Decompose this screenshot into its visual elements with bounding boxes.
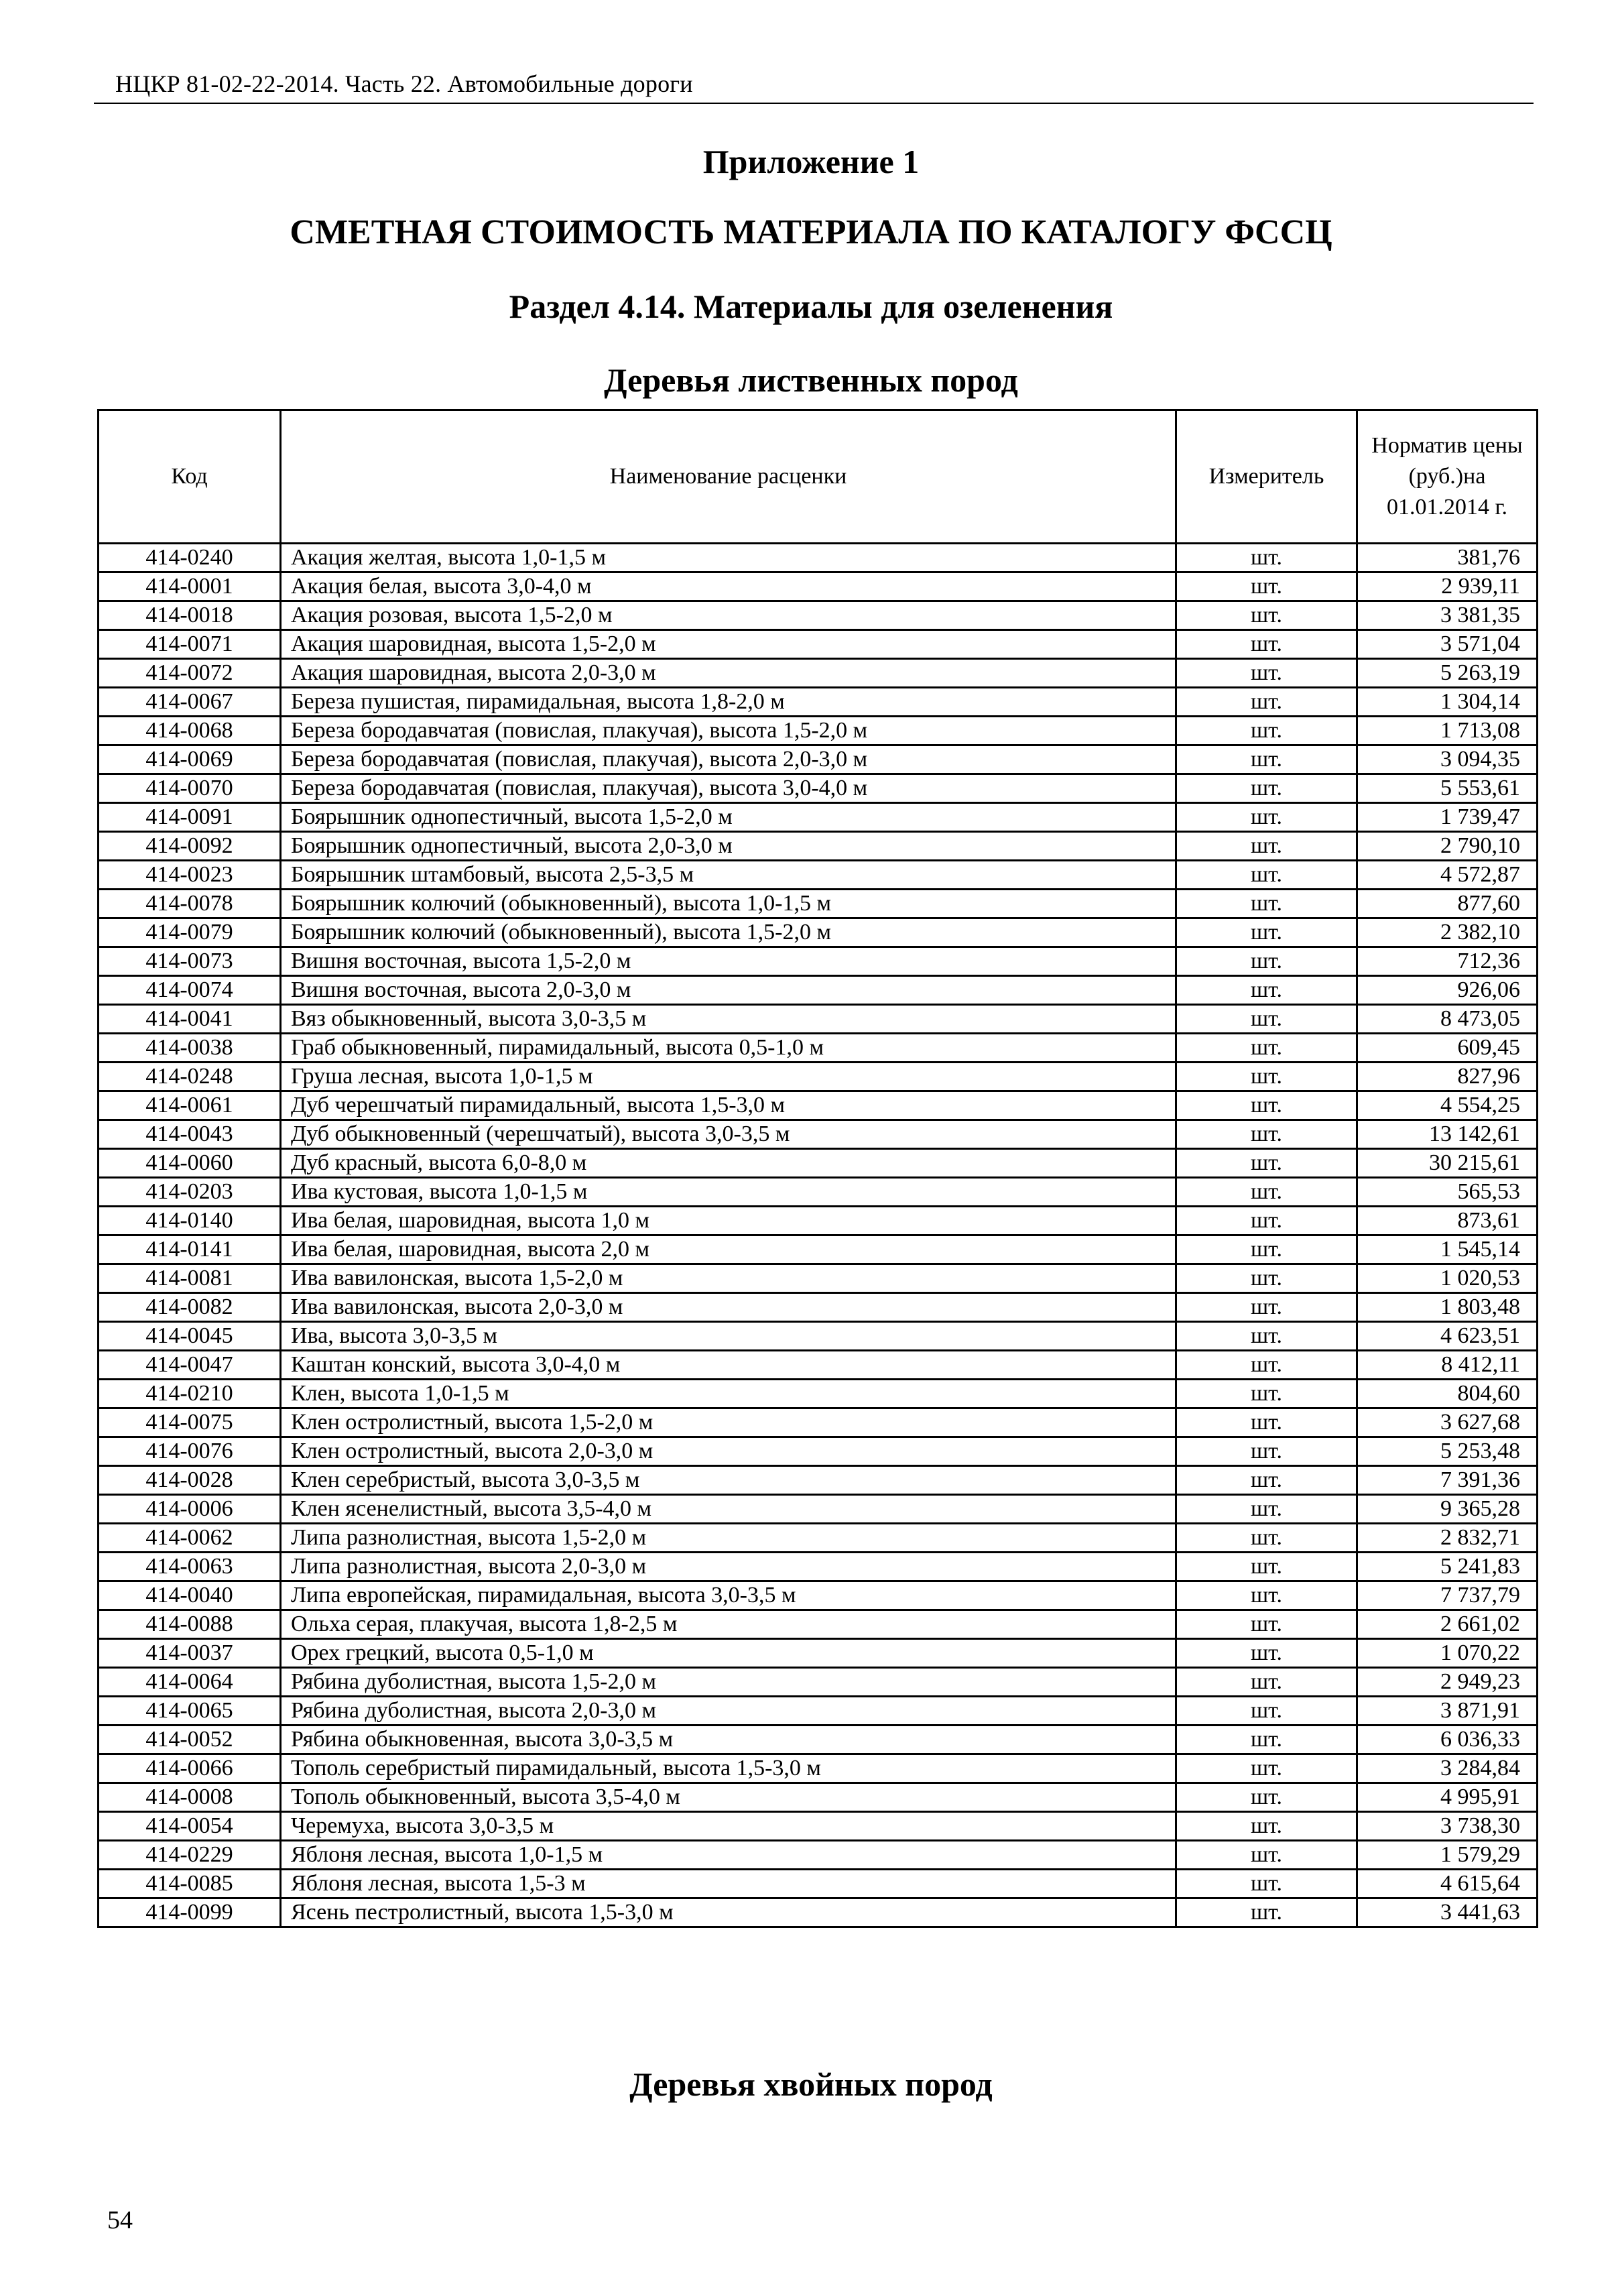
cell-unit: шт. — [1176, 1178, 1357, 1207]
cell-code: 414-0062 — [99, 1524, 281, 1553]
cell-unit: шт. — [1176, 1437, 1357, 1466]
cell-price: 2 790,10 — [1357, 832, 1538, 861]
table-row — [99, 572, 1538, 601]
table-row — [99, 918, 1538, 947]
table-row — [99, 1120, 1538, 1149]
cell-unit: шт. — [1176, 1380, 1357, 1408]
cell-unit: шт. — [1176, 1063, 1357, 1091]
cell-price: 1 579,29 — [1357, 1841, 1538, 1870]
cell-name: Ива кустовая, высота 1,0-1,5 м — [281, 1178, 1176, 1207]
cell-unit: шт. — [1176, 1870, 1357, 1898]
subsection-title: Деревья лиственных пород — [604, 361, 1018, 399]
cell-code: 414-0248 — [99, 1063, 281, 1091]
cell-code: 414-0001 — [99, 572, 281, 601]
cell-code: 414-0063 — [99, 1553, 281, 1581]
cell-name: Орех грецкий, высота 0,5-1,0 м — [281, 1639, 1176, 1668]
table-row — [99, 1149, 1538, 1178]
cell-code: 414-0088 — [99, 1610, 281, 1639]
main-title: СМЕТНАЯ СТОИМОСТЬ МАТЕРИАЛА ПО КАТАЛОГУ ФССЦ — [290, 213, 1332, 251]
cell-name: Клен ясенелистный, высота 3,5-4,0 м — [281, 1495, 1176, 1524]
cell-unit: шт. — [1176, 1754, 1357, 1783]
cell-unit: шт. — [1176, 947, 1357, 976]
table-row — [99, 1178, 1538, 1207]
cell-price: 1 739,47 — [1357, 803, 1538, 832]
cell-name: Груша лесная, высота 1,0-1,5 м — [281, 1063, 1176, 1091]
cell-unit: шт. — [1176, 688, 1357, 717]
cell-code: 414-0070 — [99, 774, 281, 803]
cell-name: Тополь серебристый пирамидальный, высота 1,5-3,0 м — [281, 1754, 1176, 1783]
cell-name: Дуб обыкновенный (черешчатый), высота 3,0-3,5 м — [281, 1120, 1176, 1149]
cell-price: 1 070,22 — [1357, 1639, 1538, 1668]
table-row — [99, 630, 1538, 659]
cell-name: Клен серебристый, высота 3,0-3,5 м — [281, 1466, 1176, 1495]
cell-name: Рябина обыкновенная, высота 3,0-3,5 м — [281, 1726, 1176, 1754]
cell-code: 414-0068 — [99, 717, 281, 745]
cell-price: 381,76 — [1357, 544, 1538, 572]
cell-code: 414-0028 — [99, 1466, 281, 1495]
cell-unit: шт. — [1176, 890, 1357, 918]
cell-code: 414-0038 — [99, 1034, 281, 1063]
cell-name: Акация шаровидная, высота 1,5-2,0 м — [281, 630, 1176, 659]
table-row — [99, 1235, 1538, 1264]
cell-name: Ива вавилонская, высота 2,0-3,0 м — [281, 1293, 1176, 1322]
running-header: НЦКР 81-02-22-2014. Часть 22. Автомобильные дороги — [115, 70, 693, 97]
table-row — [99, 1553, 1538, 1581]
table-row — [99, 1408, 1538, 1437]
cell-code: 414-0210 — [99, 1380, 281, 1408]
cell-unit: шт. — [1176, 1466, 1357, 1495]
cell-code: 414-0141 — [99, 1235, 281, 1264]
cell-name: Ива белая, шаровидная, высота 2,0 м — [281, 1235, 1176, 1264]
cell-price: 2 382,10 — [1357, 918, 1538, 947]
cell-price: 9 365,28 — [1357, 1495, 1538, 1524]
cell-unit: шт. — [1176, 918, 1357, 947]
table-row — [99, 1293, 1538, 1322]
cell-price: 4 554,25 — [1357, 1091, 1538, 1120]
cell-unit: шт. — [1176, 1293, 1357, 1322]
cell-name: Боярышник однопестичный, высота 2,0-3,0 м — [281, 832, 1176, 861]
table-row — [99, 1322, 1538, 1351]
cell-unit: шт. — [1176, 1091, 1357, 1120]
cell-price: 565,53 — [1357, 1178, 1538, 1207]
cell-unit: шт. — [1176, 832, 1357, 861]
cell-unit: шт. — [1176, 1668, 1357, 1697]
cell-name: Береза бородавчатая (повислая, плакучая), высота 3,0-4,0 м — [281, 774, 1176, 803]
cell-price: 5 241,83 — [1357, 1553, 1538, 1581]
table-row — [99, 1380, 1538, 1408]
cell-unit: шт. — [1176, 1149, 1357, 1178]
cell-code: 414-0074 — [99, 976, 281, 1005]
cell-name: Боярышник штамбовый, высота 2,5-3,5 м — [281, 861, 1176, 890]
cell-unit: шт. — [1176, 1005, 1357, 1034]
cell-unit: шт. — [1176, 1726, 1357, 1754]
price-table — [97, 409, 1538, 1928]
cell-unit: шт. — [1176, 1524, 1357, 1553]
table-row — [99, 1207, 1538, 1235]
table-row — [99, 832, 1538, 861]
cell-price: 8 412,11 — [1357, 1351, 1538, 1380]
cell-unit: шт. — [1176, 717, 1357, 745]
cell-unit: шт. — [1176, 1812, 1357, 1841]
next-section-title: Деревья хвойных пород — [629, 2065, 993, 2103]
table-row — [99, 1524, 1538, 1553]
table-row — [99, 1264, 1538, 1293]
cell-price: 5 263,19 — [1357, 659, 1538, 688]
cell-name: Липа разнолистная, высота 2,0-3,0 м — [281, 1553, 1176, 1581]
header-unit: Измеритель — [1176, 410, 1357, 544]
cell-price: 3 871,91 — [1357, 1697, 1538, 1726]
cell-code: 414-0060 — [99, 1149, 281, 1178]
cell-price: 30 215,61 — [1357, 1149, 1538, 1178]
cell-name: Вяз обыкновенный, высота 3,0-3,5 м — [281, 1005, 1176, 1034]
cell-name: Липа разнолистная, высота 1,5-2,0 м — [281, 1524, 1176, 1553]
cell-code: 414-0041 — [99, 1005, 281, 1034]
cell-name: Ива вавилонская, высота 1,5-2,0 м — [281, 1264, 1176, 1293]
cell-price: 13 142,61 — [1357, 1120, 1538, 1149]
cell-code: 414-0091 — [99, 803, 281, 832]
cell-price: 4 615,64 — [1357, 1870, 1538, 1898]
cell-unit: шт. — [1176, 572, 1357, 601]
cell-unit: шт. — [1176, 1120, 1357, 1149]
table-row — [99, 861, 1538, 890]
table-row — [99, 717, 1538, 745]
cell-price: 2 939,11 — [1357, 572, 1538, 601]
table-row — [99, 1063, 1538, 1091]
table-row — [99, 1034, 1538, 1063]
table-row — [99, 745, 1538, 774]
cell-code: 414-0040 — [99, 1581, 281, 1610]
cell-unit: шт. — [1176, 1841, 1357, 1870]
cell-code: 414-0099 — [99, 1898, 281, 1927]
cell-name: Яблоня лесная, высота 1,5-3 м — [281, 1870, 1176, 1898]
cell-unit: шт. — [1176, 1408, 1357, 1437]
cell-name: Боярышник колючий (обыкновенный), высота 1,0-1,5 м — [281, 890, 1176, 918]
cell-name: Каштан конский, высота 3,0-4,0 м — [281, 1351, 1176, 1380]
table-row — [99, 601, 1538, 630]
cell-code: 414-0052 — [99, 1726, 281, 1754]
cell-name: Ива, высота 3,0-3,5 м — [281, 1322, 1176, 1351]
cell-name: Дуб красный, высота 6,0-8,0 м — [281, 1149, 1176, 1178]
cell-price: 2 832,71 — [1357, 1524, 1538, 1553]
cell-price: 3 094,35 — [1357, 745, 1538, 774]
cell-name: Ива белая, шаровидная, высота 1,0 м — [281, 1207, 1176, 1235]
cell-price: 5 553,61 — [1357, 774, 1538, 803]
cell-unit: шт. — [1176, 861, 1357, 890]
cell-name: Вишня восточная, высота 1,5-2,0 м — [281, 947, 1176, 976]
cell-name: Тополь обыкновенный, высота 3,5-4,0 м — [281, 1783, 1176, 1812]
cell-name: Черемуха, высота 3,0-3,5 м — [281, 1812, 1176, 1841]
table-row — [99, 688, 1538, 717]
cell-name: Акация желтая, высота 1,0-1,5 м — [281, 544, 1176, 572]
cell-price: 926,06 — [1357, 976, 1538, 1005]
table-row — [99, 1610, 1538, 1639]
cell-code: 414-0018 — [99, 601, 281, 630]
cell-price: 804,60 — [1357, 1380, 1538, 1408]
table-row — [99, 803, 1538, 832]
cell-price: 1 545,14 — [1357, 1235, 1538, 1264]
table-row — [99, 544, 1538, 572]
cell-price: 873,61 — [1357, 1207, 1538, 1235]
cell-code: 414-0072 — [99, 659, 281, 688]
table-row — [99, 1841, 1538, 1870]
cell-price: 2 949,23 — [1357, 1668, 1538, 1697]
cell-unit: шт. — [1176, 1264, 1357, 1293]
cell-code: 414-0078 — [99, 890, 281, 918]
table-row — [99, 1812, 1538, 1841]
cell-unit: шт. — [1176, 803, 1357, 832]
table-row — [99, 890, 1538, 918]
cell-unit: шт. — [1176, 1235, 1357, 1264]
cell-name: Клен остролистный, высота 1,5-2,0 м — [281, 1408, 1176, 1437]
cell-unit: шт. — [1176, 601, 1357, 630]
cell-price: 3 738,30 — [1357, 1812, 1538, 1841]
table-row — [99, 1697, 1538, 1726]
cell-code: 414-0054 — [99, 1812, 281, 1841]
cell-name: Акация розовая, высота 1,5-2,0 м — [281, 601, 1176, 630]
cell-unit: шт. — [1176, 745, 1357, 774]
cell-name: Береза пушистая, пирамидальная, высота 1,8-2,0 м — [281, 688, 1176, 717]
table-header-row — [99, 410, 1538, 544]
cell-code: 414-0066 — [99, 1754, 281, 1783]
cell-unit: шт. — [1176, 544, 1357, 572]
cell-price: 8 473,05 — [1357, 1005, 1538, 1034]
cell-unit: шт. — [1176, 976, 1357, 1005]
cell-code: 414-0037 — [99, 1639, 281, 1668]
cell-unit: шт. — [1176, 1639, 1357, 1668]
cell-price: 7 737,79 — [1357, 1581, 1538, 1610]
cell-unit: шт. — [1176, 630, 1357, 659]
cell-code: 414-0065 — [99, 1697, 281, 1726]
cell-code: 414-0069 — [99, 745, 281, 774]
cell-price: 7 391,36 — [1357, 1466, 1538, 1495]
cell-unit: шт. — [1176, 1898, 1357, 1927]
appendix-title: Приложение 1 — [702, 143, 920, 180]
table-row — [99, 659, 1538, 688]
cell-name: Ольха серая, плакучая, высота 1,8-2,5 м — [281, 1610, 1176, 1639]
table-row — [99, 1639, 1538, 1668]
cell-code: 414-0240 — [99, 544, 281, 572]
cell-code: 414-0043 — [99, 1120, 281, 1149]
cell-name: Рябина дуболистная, высота 2,0-3,0 м — [281, 1697, 1176, 1726]
table-row — [99, 1005, 1538, 1034]
cell-name: Вишня восточная, высота 2,0-3,0 м — [281, 976, 1176, 1005]
header-name: Наименование расценки — [281, 410, 1176, 544]
cell-name: Акация шаровидная, высота 2,0-3,0 м — [281, 659, 1176, 688]
table-row — [99, 947, 1538, 976]
cell-unit: шт. — [1176, 1322, 1357, 1351]
cell-code: 414-0071 — [99, 630, 281, 659]
cell-code: 414-0081 — [99, 1264, 281, 1293]
table-row — [99, 1437, 1538, 1466]
cell-code: 414-0067 — [99, 688, 281, 717]
table-row — [99, 1351, 1538, 1380]
cell-name: Яблоня лесная, высота 1,0-1,5 м — [281, 1841, 1176, 1870]
cell-code: 414-0045 — [99, 1322, 281, 1351]
cell-name: Боярышник колючий (обыкновенный), высота 1,5-2,0 м — [281, 918, 1176, 947]
cell-code: 414-0075 — [99, 1408, 281, 1437]
cell-code: 414-0092 — [99, 832, 281, 861]
cell-name: Акация белая, высота 3,0-4,0 м — [281, 572, 1176, 601]
cell-code: 414-0073 — [99, 947, 281, 976]
cell-price: 5 253,48 — [1357, 1437, 1538, 1466]
cell-unit: шт. — [1176, 1351, 1357, 1380]
cell-name: Рябина дуболистная, высота 1,5-2,0 м — [281, 1668, 1176, 1697]
cell-code: 414-0023 — [99, 861, 281, 890]
cell-code: 414-0047 — [99, 1351, 281, 1380]
cell-unit: шт. — [1176, 1034, 1357, 1063]
table-row — [99, 1726, 1538, 1754]
cell-price: 6 036,33 — [1357, 1726, 1538, 1754]
cell-code: 414-0203 — [99, 1178, 281, 1207]
table-row — [99, 1870, 1538, 1898]
cell-price: 3 381,35 — [1357, 601, 1538, 630]
table-row — [99, 1754, 1538, 1783]
cell-name: Липа европейская, пирамидальная, высота 3,0-3,5 м — [281, 1581, 1176, 1610]
cell-price: 1 713,08 — [1357, 717, 1538, 745]
cell-code: 414-0085 — [99, 1870, 281, 1898]
cell-price: 3 627,68 — [1357, 1408, 1538, 1437]
cell-price: 3 284,84 — [1357, 1754, 1538, 1783]
table-row — [99, 1495, 1538, 1524]
table-row — [99, 774, 1538, 803]
cell-name: Береза бородавчатая (повислая, плакучая), высота 1,5-2,0 м — [281, 717, 1176, 745]
cell-price: 4 623,51 — [1357, 1322, 1538, 1351]
cell-price: 827,96 — [1357, 1063, 1538, 1091]
header-code: Код — [99, 410, 281, 544]
cell-unit: шт. — [1176, 1697, 1357, 1726]
table-row — [99, 1581, 1538, 1610]
cell-price: 4 572,87 — [1357, 861, 1538, 890]
cell-name: Ясень пестролистный, высота 1,5-3,0 м — [281, 1898, 1176, 1927]
cell-price: 1 304,14 — [1357, 688, 1538, 717]
cell-price: 3 571,04 — [1357, 630, 1538, 659]
cell-price: 609,45 — [1357, 1034, 1538, 1063]
cell-price: 2 661,02 — [1357, 1610, 1538, 1639]
header-rule — [94, 103, 1534, 104]
cell-code: 414-0064 — [99, 1668, 281, 1697]
cell-code: 414-0061 — [99, 1091, 281, 1120]
cell-name: Граб обыкновенный, пирамидальный, высота 0,5-1,0 м — [281, 1034, 1176, 1063]
cell-code: 414-0079 — [99, 918, 281, 947]
cell-name: Береза бородавчатая (повислая, плакучая), высота 2,0-3,0 м — [281, 745, 1176, 774]
cell-name: Клен, высота 1,0-1,5 м — [281, 1380, 1176, 1408]
cell-code: 414-0229 — [99, 1841, 281, 1870]
section-title: Раздел 4.14. Материалы для озеленения — [509, 288, 1113, 325]
cell-unit: шт. — [1176, 1207, 1357, 1235]
cell-price: 712,36 — [1357, 947, 1538, 976]
cell-price: 877,60 — [1357, 890, 1538, 918]
cell-price: 3 441,63 — [1357, 1898, 1538, 1927]
cell-name: Клен остролистный, высота 2,0-3,0 м — [281, 1437, 1176, 1466]
table-row — [99, 1466, 1538, 1495]
cell-unit: шт. — [1176, 1495, 1357, 1524]
table-row — [99, 1783, 1538, 1812]
cell-code: 414-0082 — [99, 1293, 281, 1322]
header-price: Норматив цены (руб.)на 01.01.2014 г. — [1357, 410, 1538, 544]
page-number: 54 — [107, 2206, 133, 2234]
table-row — [99, 1091, 1538, 1120]
cell-code: 414-0008 — [99, 1783, 281, 1812]
cell-code: 414-0140 — [99, 1207, 281, 1235]
cell-unit: шт. — [1176, 659, 1357, 688]
cell-unit: шт. — [1176, 774, 1357, 803]
cell-price: 4 995,91 — [1357, 1783, 1538, 1812]
cell-unit: шт. — [1176, 1581, 1357, 1610]
cell-name: Боярышник однопестичный, высота 1,5-2,0 м — [281, 803, 1176, 832]
table-row — [99, 976, 1538, 1005]
table-row — [99, 1668, 1538, 1697]
cell-price: 1 020,53 — [1357, 1264, 1538, 1293]
cell-code: 414-0076 — [99, 1437, 281, 1466]
cell-unit: шт. — [1176, 1783, 1357, 1812]
table-row — [99, 1898, 1538, 1927]
cell-unit: шт. — [1176, 1553, 1357, 1581]
cell-unit: шт. — [1176, 1610, 1357, 1639]
cell-name: Дуб черешчатый пирамидальный, высота 1,5-3,0 м — [281, 1091, 1176, 1120]
cell-price: 1 803,48 — [1357, 1293, 1538, 1322]
cell-code: 414-0006 — [99, 1495, 281, 1524]
